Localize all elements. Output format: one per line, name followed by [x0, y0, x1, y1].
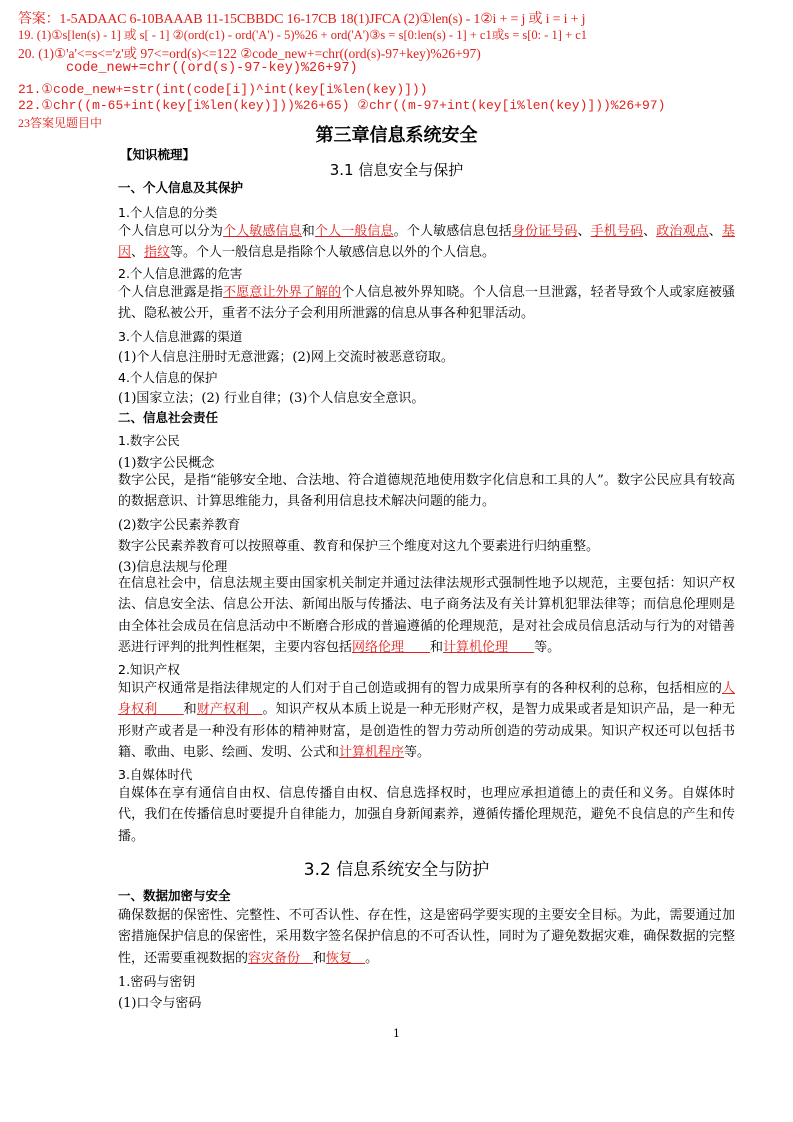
subheading-digital-citizen-concept: (1)数字公民概念: [118, 456, 215, 471]
answer-line-5: 21.①code_new+=str(int(code[i])^int(key[i%len(key)])): [18, 82, 428, 97]
text-run: 、: [131, 245, 145, 261]
heading-cipher-key: 1.密码与密钥: [118, 975, 196, 990]
heading-info-leak-harm: 2.个人信息泄露的危害: [118, 266, 243, 281]
heading-digital-citizen: 1.数字公民: [118, 433, 180, 448]
fill-in-answer: 人身权利: [118, 681, 735, 718]
heading-info-protection: 4.个人信息的保护: [118, 370, 218, 385]
text-run: 数字公民，是指“能够安全地、合法地、符合道德规范地使用数字化信息和工具的人”。数字公民应具有较高的数据意识、计算思维能力，具备利用信息技术解决问题的能力。: [118, 473, 735, 510]
fill-in-answer: 手机号码: [590, 224, 644, 239]
fill-in-answer: 指纹: [144, 245, 171, 261]
heading-info-leak-channels: 3.个人信息泄露的渠道: [118, 329, 243, 344]
text-run: 。个人敏感信息包括: [393, 224, 512, 239]
paragraph-intellectual-property: [118, 678, 735, 763]
paragraph-info-leak-harm: [118, 282, 735, 325]
line-digital-literacy: 数字公民素养教育可以按照尊重、教育和保护三个维度对这九个要素进行归纳重整。: [118, 539, 600, 554]
text-run: 、: [643, 224, 657, 239]
text-run: 。知识产权从本质上说是一种无形财产权，是智力成果或者是知识产品，是一种无形财产或者是一种没有形体的精神财富，是创造性的智力劳动所创造的劳动成果。知识产权还可以包括书籍、歌曲、电影、绘画、发明、公式和: [118, 702, 735, 760]
paragraph-law-ethics: [118, 573, 735, 658]
paragraph-data-encryption: [118, 905, 735, 969]
paragraph-digital-citizen-concept: [118, 470, 735, 513]
text-run: 等。: [404, 744, 431, 760]
text-run: 等。个人一般信息是指除个人敏感信息以外的个人信息。: [170, 245, 496, 261]
answer-line-2: 19. (1)①s[len(s) - 1] 或 s[ - 1] ②(ord(c1) - ord('A') - 5)%26 + ord('A')③s = s[0:len(s) - 1] + c1或s = s[0: - 1] + c1: [18, 28, 588, 42]
page-number: 1: [393, 1027, 400, 1040]
fill-in-answer: 容灾备份: [248, 950, 314, 966]
fill-in-answer: 计算机程序: [339, 744, 405, 760]
text-run: 和: [183, 702, 197, 718]
text-run: 和: [301, 224, 315, 239]
fill-in-answer: 基因: [118, 224, 735, 261]
text-run: 和: [430, 639, 444, 655]
fill-in-answer: 不愿意让外界了解的: [223, 285, 342, 300]
text-run: 、: [708, 224, 722, 239]
fill-in-answer: 身份证号码: [511, 224, 578, 239]
section-3-1-title: 3.1 信息安全与保护: [329, 161, 464, 179]
text-run: 确保数据的保密性、完整性、不可否认性、存在性，这是密码学要实现的主要安全目标。为此，需要通过加密措施保护信息的保密性，采用数字签名保护信息的不可否认性，同时为了避免数据灾难，确保数据的完整性，还需要重视数据的: [118, 908, 735, 966]
chapter-title: 第三章信息系统安全: [315, 125, 478, 146]
answer-line-4: code_new+=chr((ord(s)-97-key)%26+97): [66, 61, 358, 76]
text-run: 、: [577, 224, 591, 239]
answer-line-1: 答案：1-5ADAAC 6-10BAAAB 11-15CBBDC 16-17CB 18(1)JFCA (2)①len(s) - 1②i + = j 或 i = i + j: [18, 12, 586, 27]
text-run: 知识产权通常是指法律规定的人们对于自己创造或拥有的智力成果所享有的各种权利的总称，包括相应的: [118, 681, 722, 696]
subheading-password-cipher: (1)口令与密码: [118, 996, 202, 1011]
fill-in-answer: 网络伦理: [352, 639, 431, 655]
part-personal-info-heading: 一、个人信息及其保护: [118, 180, 244, 195]
text-run: 。: [365, 950, 379, 966]
text-run: 个人信息可以分为: [118, 224, 224, 239]
line-info-leak-channels: (1)个人信息注册时无意泄露；(2)网上交流时被恶意窃取。: [118, 350, 454, 365]
fill-in-answer: 计算机伦理: [443, 639, 535, 655]
heading-info-classification: 1.个人信息的分类: [118, 205, 218, 220]
heading-self-media: 3.自媒体时代: [118, 767, 193, 782]
fill-in-answer: 财产权利: [196, 702, 263, 718]
answer-line-7: 23答案见题目中: [18, 116, 103, 130]
answer-line-3: 20. (1)①'a'<=s<='z'或 97<=ord(s)<=122 ②code_new+=chr((ord(s)-97+key)%26+97): [18, 46, 481, 61]
paragraph-self-media: [118, 783, 735, 847]
text-run: 等。: [534, 639, 561, 655]
fill-in-answer: 恢复: [326, 950, 366, 966]
subheading-digital-literacy: (2)数字公民素养教育: [118, 518, 241, 533]
part-data-encryption-heading: 一、数据加密与安全: [118, 888, 231, 903]
text-run: 在信息社会中，信息法规主要由国家机关制定并通过法律法规形式强制性地予以规范，主要包括：知识产权法、信息安全法、信息公开法、新闻出版与传播法、电子商务法及有关计算机犯罪法律等；而信息伦理则是由全体社会成员在信息活动中不断磨合形成的普遍遵循的伦理规范，是对社会成员信息活动与行为的对错善恶进行评判的批判性框架，主要内容包括: [118, 576, 735, 655]
subheading-law-ethics: (3)信息法规与伦理: [118, 560, 228, 575]
answer-line-6: 22.①chr((m-65+int(key[i%len(key)]))%26+65) ②chr((m-97+int(key[i%len(key)]))%26+97): [18, 98, 666, 113]
text-run: 自媒体在享有通信自由权、信息传播自由权、信息选择权时，也理应承担道德上的责任和义务。自媒体时代，我们在传播信息时要提升自律能力，加强自身新闻素养，遵循传播伦理规范，避免不良信息的产生和传播。: [118, 786, 735, 844]
part-social-responsibility-heading: 二、信息社会责任: [118, 410, 219, 425]
paragraph-info-classification: [118, 221, 735, 264]
fill-in-answer: 政治观点: [656, 224, 709, 239]
text-run: 个人信息泄露是指: [118, 285, 224, 300]
fill-in-answer: 个人敏感信息: [223, 224, 302, 239]
line-info-protection: (1)国家立法；(2) 行业自律；(3)个人信息安全意识。: [118, 391, 425, 406]
fill-in-answer: 个人一般信息: [314, 224, 394, 239]
section-3-2-title: 3.2 信息系统安全与防护: [303, 860, 490, 880]
text-run: 和: [313, 950, 327, 966]
knowledge-label: 【知识梳理】: [120, 147, 196, 162]
text-run: 个人信息被外界知晓。个人信息一旦泄露，轻者导致个人或家庭被骚扰、隐私被公开，重者不法分子会利用所泄露的信息从事各种犯罪活动。: [118, 285, 735, 322]
heading-intellectual-property: 2.知识产权: [118, 662, 180, 677]
